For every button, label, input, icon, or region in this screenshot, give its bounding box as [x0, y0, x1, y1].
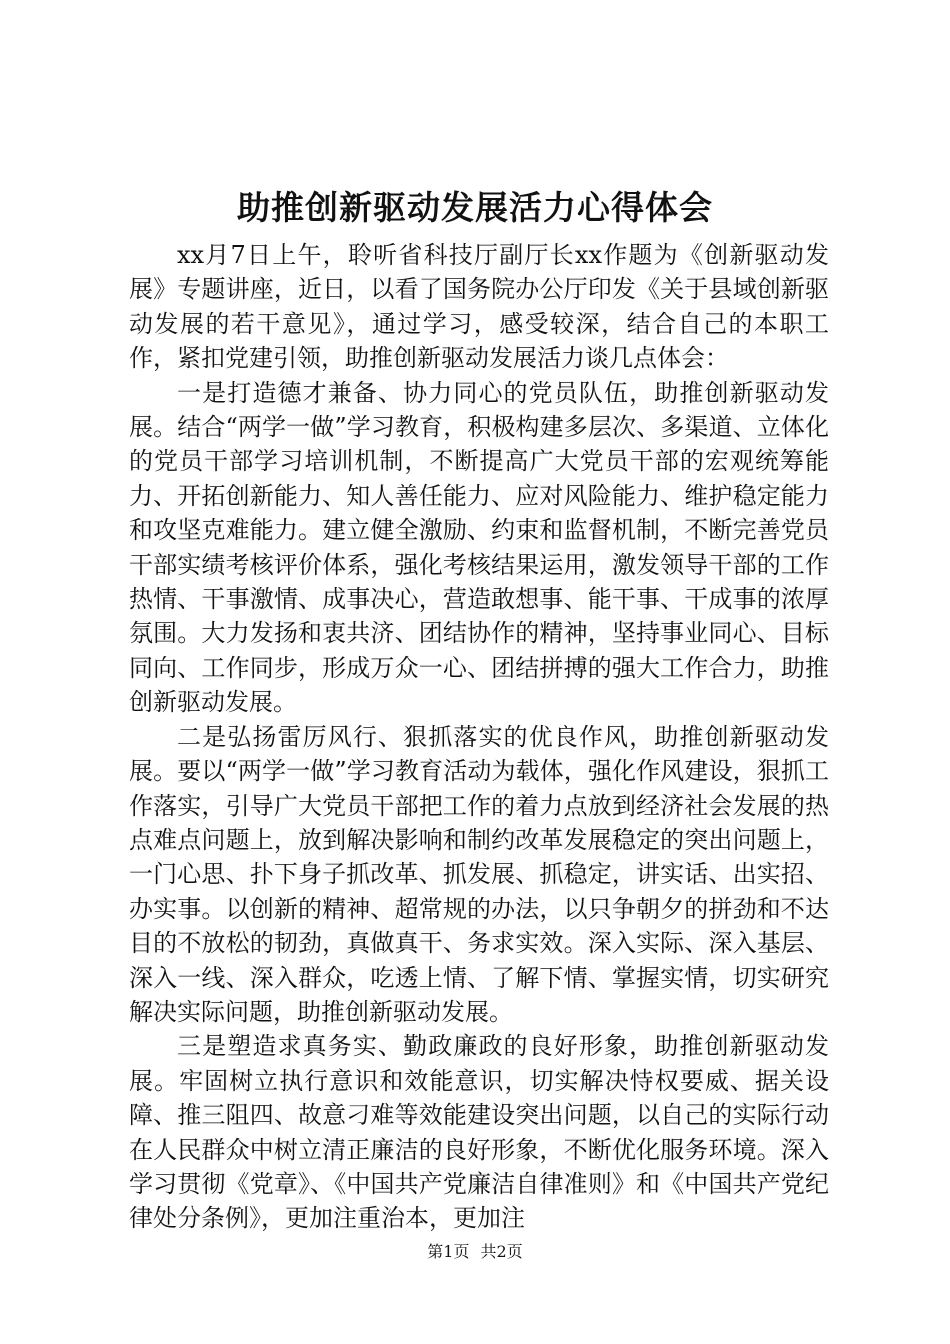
paragraph-intro: xx月7日上午，聆听省科技厅副厅长xx作题为《创新驱动发展》专题讲座，近日，以看了国务院办公厅印发《关于县域创新驱动发展的若干意见》，通过学习，感受较深，结合自己的本职工作，紧扣党建引领，助推创新驱动发展活力谈几点体会：	[129, 241, 829, 373]
document-title: 助推创新驱动发展活力心得体会	[237, 188, 713, 227]
page-number-current: 第1页	[427, 1242, 470, 1261]
paragraph-point-two: 二是弘扬雷厉风行、狠抓落实的优良作风，助推创新驱动发展。要以“两学一做”学习教育活动为载体，强化作风建设，狠抓工作落实，引导广大党员干部把工作的着力点放到经济社会发展的热点难点问题上，放到解决影响和制约改革发展稳定的突出问题上，一门心思、扑下身子抓改革、抓发展、抓稳定，讲实话、出实招、办实事。以创新的精神、超常规的办法，以只争朝夕的拼劲和不达目的不放松的韧劲，真做真干、务求实效。深入实际、深入基层、深入一线、深入群众，吃透上情、了解下情、掌握实情，切实研究解决实际问题，助推创新驱动发展。	[129, 722, 829, 1026]
page-footer	[0, 1240, 950, 1264]
paragraph-point-one: 一是打造德才兼备、协力同心的党员队伍，助推创新驱动发展。结合“两学一做”学习教育，积极构建多层次、多渠道、立体化的党员干部学习培训机制，不断提高广大党员干部的宏观统筹能力、开拓创新能力、知人善任能力、应对风险能力、维护稳定能力和攻坚克难能力。建立健全激励、约束和监督机制，不断完善党员干部实绩考核评价体系，强化考核结果运用，激发领导干部的工作热情、干事激情、成事决心，营造敢想事、能干事、干成事的浓厚氛围。大力发扬和衷共济、团结协作的精神，坚持事业同心、目标同向、工作同步，形成万众一心、团结拼搏的强大工作合力，助推创新驱动发展。	[129, 378, 829, 717]
paragraph-point-three: 三是塑造求真务实、勤政廉政的良好形象，助推创新驱动发展。牢固树立执行意识和效能意识，切实解决恃权要威、据关设障、推三阻四、故意刁难等效能建设突出问题，以自己的实际行动在人民群众中树立清正廉洁的良好形象，不断优化服务环境。深入学习贯彻《党章》、《中国共产党廉洁自律准则》和《中国共产党纪律处分条例》，更加注重治本，更加注	[129, 1032, 829, 1233]
page-number-total: 共2页	[480, 1242, 523, 1261]
document-body	[129, 238, 829, 1236]
